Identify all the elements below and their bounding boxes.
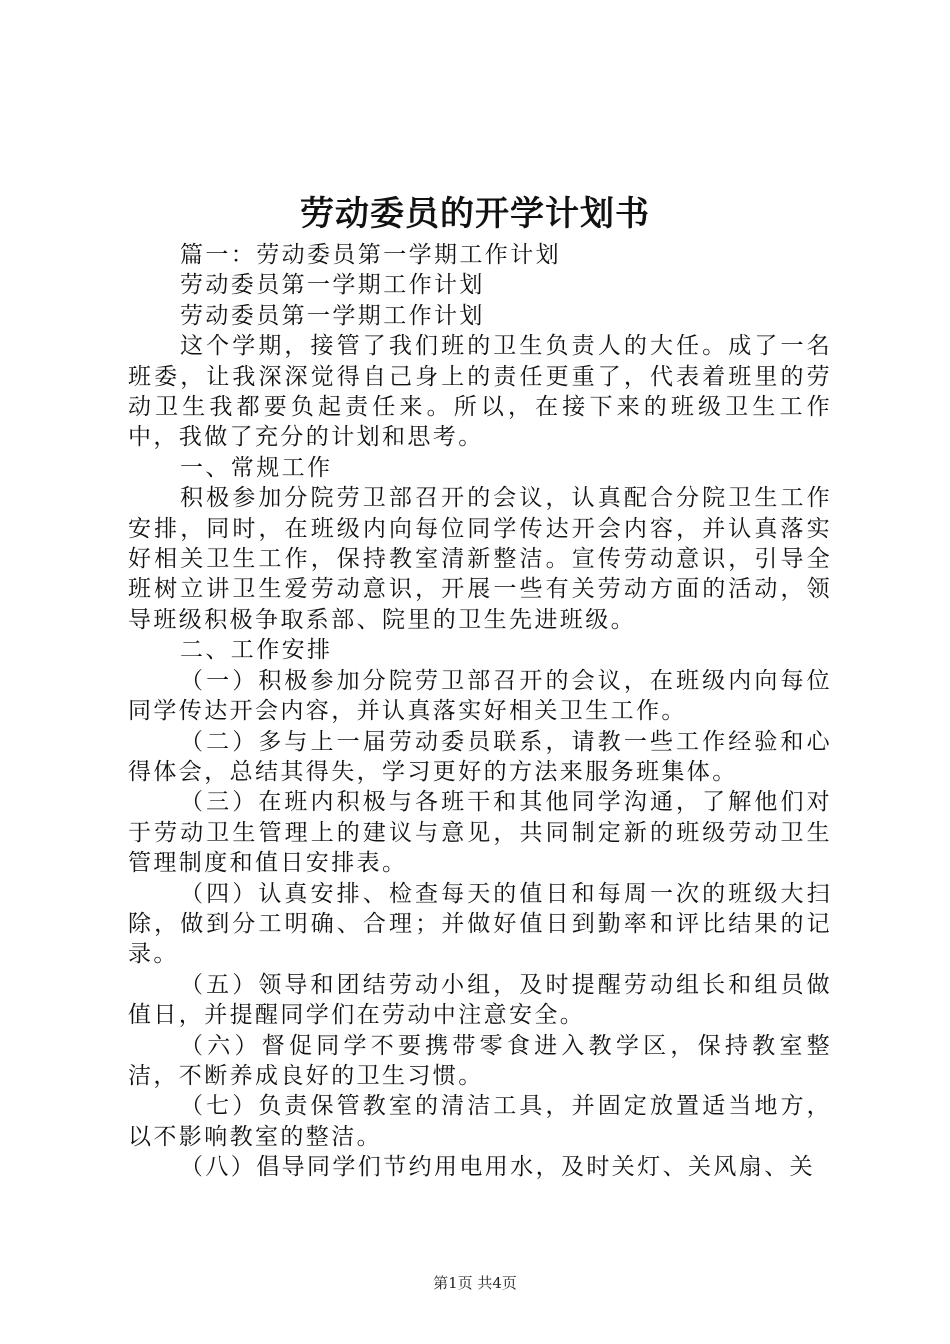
document-body — [128, 240, 832, 1183]
list-item: （二）多与上一届劳动委员联系，请教一些工作经验和心得体会，总结其得失，学习更好的方法来服务班集体。 — [128, 728, 832, 785]
list-item: （八）倡导同学们节约用电用水，及时关灯、关风扇、关 — [180, 1154, 815, 1181]
list-item: （四）认真安排、检查每天的值日和每周一次的班级大扫除，做到分工明确、合理；并做好值日到勤率和评比结果的记录。 — [128, 880, 832, 968]
paragraph: 篇一：劳动委员第一学期工作计划 — [180, 242, 561, 268]
paragraph: 劳动委员第一学期工作计划 — [180, 302, 485, 329]
paragraph: 这个学期，接管了我们班的卫生负责人的大任。成了一名班委，让我深深觉得自己身上的责任更重了，代表着班里的劳动卫生我都要负起责任来。所以，在接下来的班级卫生工作中，我做了充分的计划和思考。 — [128, 333, 832, 451]
document-title: 劳动委员的开学计划书 — [300, 194, 650, 234]
paragraph: 积极参加分院劳卫部召开的会议，认真配合分院卫生工作安排，同时，在班级内向每位同学传达开会内容，并认真落实好相关卫生工作，保持教室清新整洁。宣传劳动意识，引导全班树立讲卫生爱劳动意识，开展一些有关劳动方面的活动，领导班级积极争取系部、院里的卫生先进班级。 — [128, 485, 832, 633]
section-heading: 一、常规工作 — [180, 454, 333, 481]
list-item: （三）在班内积极与各班干和其他同学沟通，了解他们对于劳动卫生管理上的建议与意见，共同制定新的班级劳动卫生管理制度和值日安排表。 — [128, 789, 832, 877]
list-item: （一）积极参加分院劳卫部召开的会议，在班级内向每位同学传达开会内容，并认真落实好相关卫生工作。 — [128, 667, 832, 725]
list-item: （七）负责保管教室的清洁工具，并固定放置适当地方，以不影响教室的整洁。 — [128, 1093, 832, 1150]
section-heading: 二、工作安排 — [180, 637, 333, 664]
page-footer: 第1页 共4页 — [433, 1274, 517, 1292]
paragraph: 劳动委员第一学期工作计划 — [180, 272, 485, 299]
list-item: （六）督促同学不要携带零食进入教学区，保持教室整洁，不断养成良好的卫生习惯。 — [128, 1032, 832, 1089]
list-item: （五）领导和团结劳动小组，及时提醒劳动组长和组员做值日，并提醒同学们在劳动中注意安全。 — [128, 971, 832, 1029]
